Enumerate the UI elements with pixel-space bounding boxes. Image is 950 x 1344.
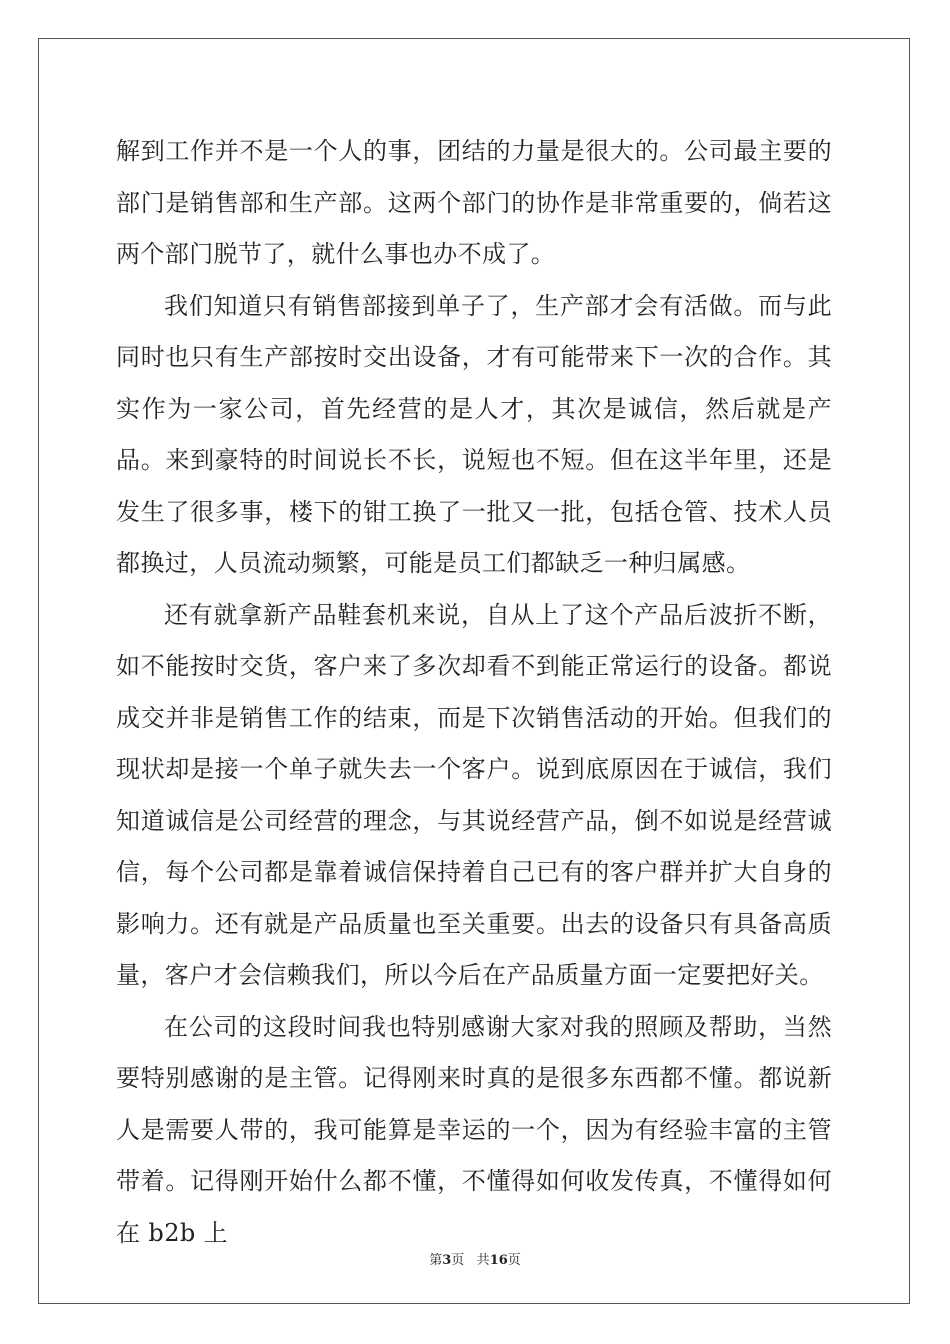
page-prefix: 第	[429, 1253, 443, 1268]
paragraph-3: 还有就拿新产品鞋套机来说，自从上了这个产品后波折不断，如不能按时交货，客户来了多次却看不到能正常运行的设备。都说成交并非是销售工作的结束，而是下次销售活动的开始。但我们的现状却是接一个单子就失去一个客户。说到底原因在于诚信，我们知道诚信是公司经营的理念，与其说经营产品，倒不如说是经营诚信，每个公司都是靠着诚信保持着自己已有的客户群并扩大自身的影响力。还有就是产品质量也至关重要。出去的设备只有具备高质量，客户才会信赖我们，所以今后在产品质量方面一定要把好关。	[116, 600, 832, 989]
paragraph-4: 在公司的这段时间我也特别感谢大家对我的照顾及帮助，当然要特别感谢的是主管。记得刚来时真的是很多东西都不懂。都说新人是需要人带的，我可能算是幸运的一个，因为有经验丰富的主管带着。记得刚开始什么都不懂，不懂得如何收发传真，不懂得如何在 b2b 上	[116, 1012, 832, 1247]
paragraph-1: 解到工作并不是一个人的事，团结的力量是很大的。公司最主要的部门是销售部和生产部。这两个部门的协作是非常重要的，倘若这两个部门脱节了，就什么事也办不成了。	[116, 137, 832, 268]
page-suffix: 页	[451, 1253, 465, 1268]
total-suffix: 页	[507, 1253, 521, 1268]
document-body	[116, 126, 832, 1259]
total-pages-number: 16	[489, 1253, 508, 1268]
page-footer	[0, 1249, 950, 1268]
paragraph-2: 我们知道只有销售部接到单子了，生产部才会有活做。而与此同时也只有生产部按时交出设备，才有可能带来下一次的合作。其实作为一家公司，首先经营的是人才，其次是诚信，然后就是产品。来到豪特的时间说长不长，说短也不短。但在这半年里，还是发生了很多事，楼下的钳工换了一批又一批，包括仓管、技术人员都换过，人员流动频繁，可能是员工们都缺乏一种归属感。	[116, 291, 832, 577]
current-page-number: 3	[442, 1253, 452, 1268]
total-prefix: 共	[476, 1253, 490, 1268]
